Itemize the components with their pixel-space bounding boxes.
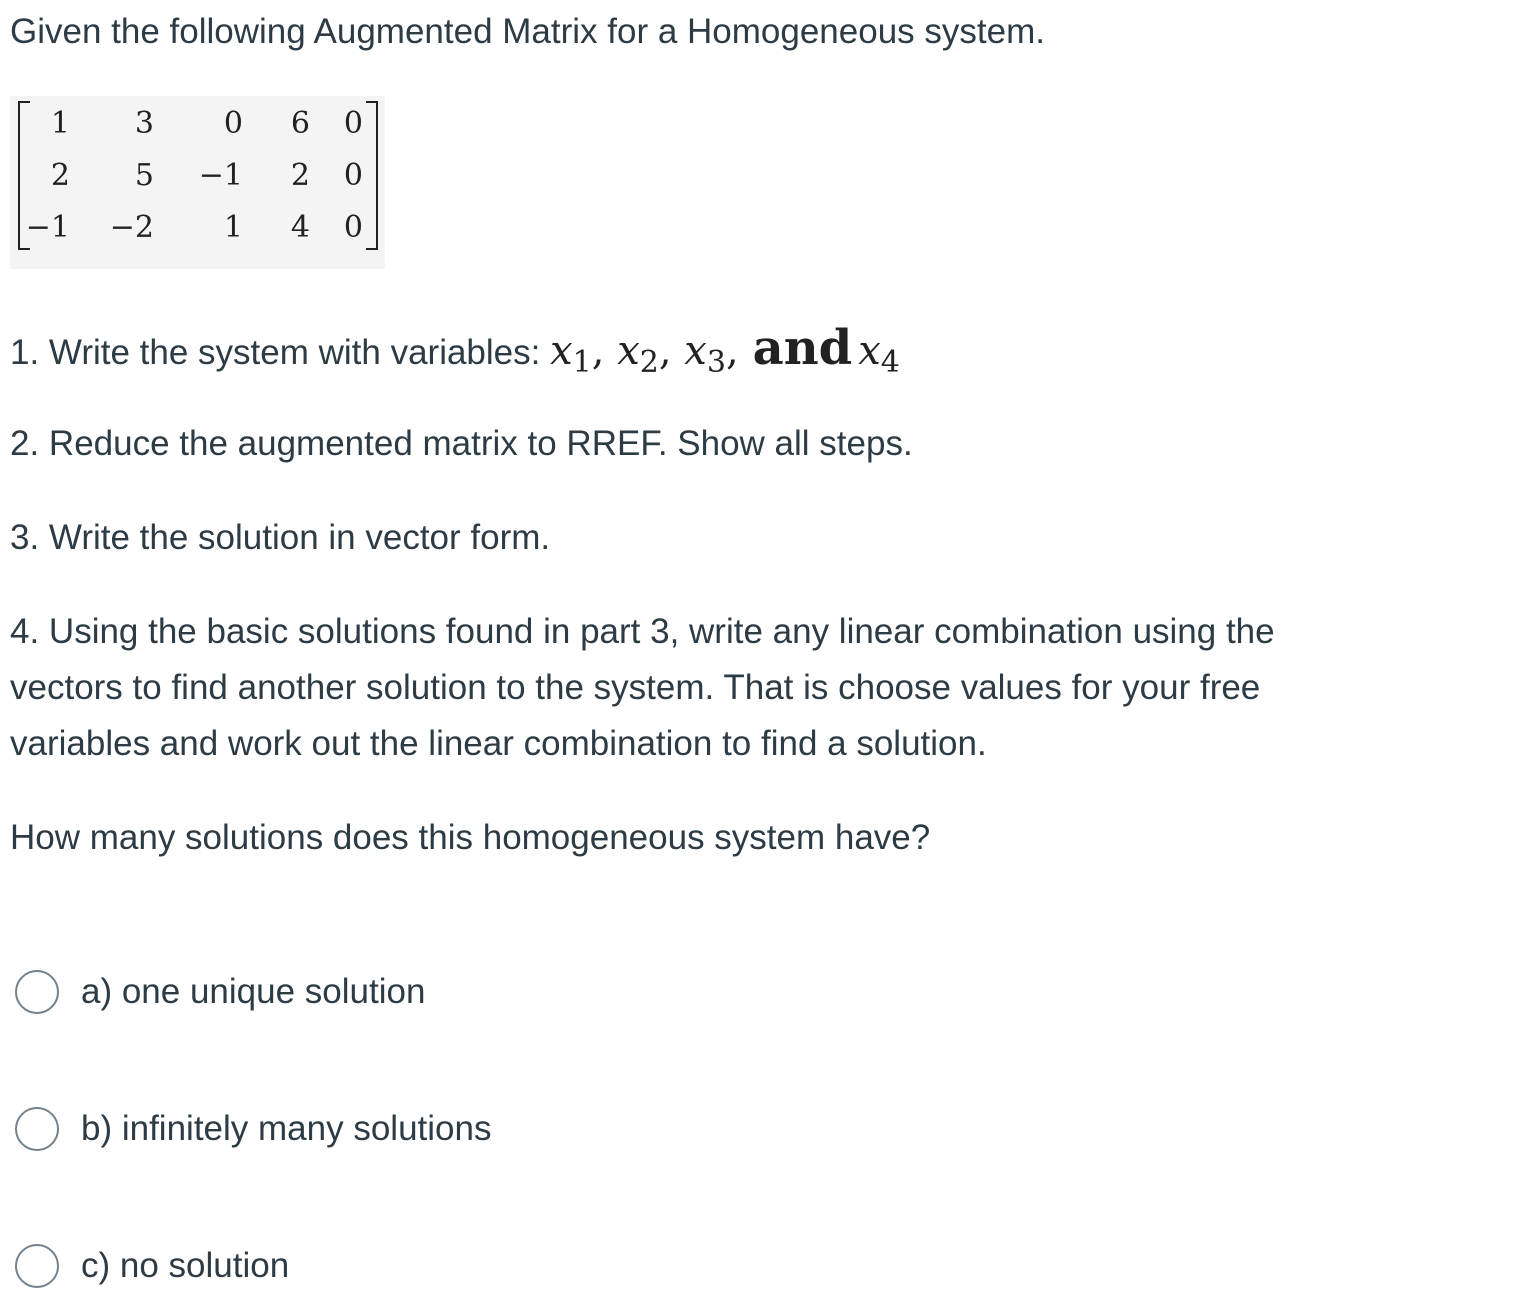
matrix-cell-r2c2: 5: [134, 158, 154, 193]
sub-1: 1: [572, 345, 592, 380]
radio-button-b[interactable]: [15, 1107, 59, 1151]
matrix-cell-r3c5: 0: [343, 210, 363, 245]
comma-1: ,: [591, 328, 605, 374]
matrix-cell-r3c4: 4: [290, 210, 310, 245]
sub-3: 3: [706, 345, 726, 380]
radio-button-c[interactable]: [15, 1244, 59, 1288]
matrix-cell-r2c5: 0: [343, 158, 363, 193]
option-b-label[interactable]: b) infinitely many solutions: [81, 1109, 492, 1148]
radio-button-a[interactable]: [15, 970, 59, 1014]
matrix-cell-r1c1: 1: [50, 106, 70, 141]
variables-math: [550, 320, 900, 380]
instruction-1-text: 1. Write the system with variables:: [10, 333, 551, 372]
option-a-label[interactable]: a) one unique solution: [81, 972, 426, 1011]
right-bracket: [366, 101, 378, 250]
augmented-matrix: [10, 96, 385, 269]
matrix-cell-r1c5: 0: [343, 106, 363, 141]
instruction-4-line-2: vectors to find another solution to the system. That is choose values for your free: [10, 668, 1261, 707]
var-x1: x: [550, 328, 573, 374]
matrix-cell-r3c2: −2: [109, 210, 154, 245]
sub-2: 2: [639, 345, 659, 380]
instruction-4-line-3: variables and work out the linear combination to find a solution.: [10, 724, 987, 763]
instruction-2: 2. Reduce the augmented matrix to RREF. Show all steps.: [10, 424, 913, 463]
matrix-cell-r2c3: −1: [198, 158, 243, 193]
comma-2: ,: [658, 328, 672, 374]
var-x4: x: [858, 328, 881, 374]
comma-3: ,: [725, 328, 739, 374]
matrix-cell-r2c1: 2: [50, 158, 70, 193]
matrix-cell-r1c4: 6: [290, 106, 310, 141]
instruction-1: [10, 320, 900, 391]
matrix-cell-r1c2: 3: [134, 106, 154, 141]
sub-4: 4: [880, 345, 900, 380]
matrix-cell-r3c3: 1: [223, 210, 243, 245]
matrix-grid: [18, 99, 378, 251]
var-x2: x: [617, 328, 640, 374]
answer-option-c[interactable]: [15, 1238, 289, 1294]
matrix-cell-r2c4: 2: [290, 158, 310, 193]
option-c-label[interactable]: c) no solution: [81, 1246, 290, 1285]
instruction-3: 3. Write the solution in vector form.: [10, 518, 551, 557]
and-word: and: [752, 320, 853, 376]
answer-option-a[interactable]: [15, 964, 425, 1020]
page-title: Given the following Augmented Matrix for a Homogeneous system.: [10, 12, 1045, 51]
matrix-cell-r1c3: 0: [223, 106, 243, 141]
answer-option-b[interactable]: [15, 1101, 491, 1157]
question-text: How many solutions does this homogeneous system have?: [10, 818, 931, 857]
matrix-cell-r3c1: −1: [25, 210, 70, 245]
var-x3: x: [684, 328, 707, 374]
instruction-4-line-1: 4. Using the basic solutions found in part 3, write any linear combination using the: [10, 612, 1275, 651]
